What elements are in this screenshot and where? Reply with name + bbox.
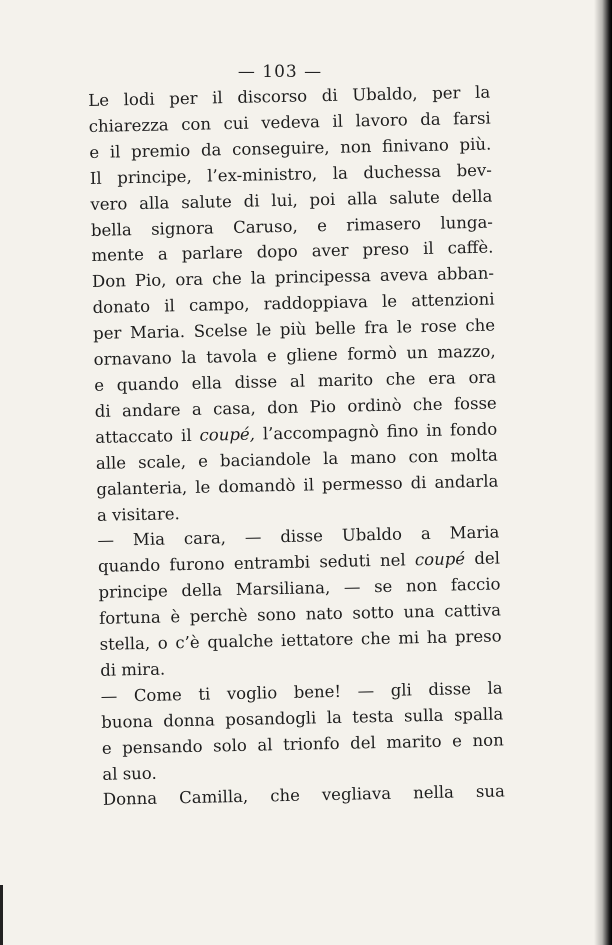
page-number: — 103 — xyxy=(237,62,323,82)
text-line: galanteria, le domandò il permesso di andarla xyxy=(96,471,499,499)
text-line: a visitare. xyxy=(96,503,180,525)
text-segment: quando furono entrambi seduti nel xyxy=(97,550,416,577)
text-line: Il principe, l’ex-ministro, la duchessa bev- xyxy=(89,160,493,188)
italic-word: coupé, xyxy=(199,424,256,445)
text-line: bella signora Caruso, e rimasero lunga- xyxy=(90,212,494,240)
text-line: di andare a casa, don Pio ordinò che fosse xyxy=(94,393,497,421)
binding-mark xyxy=(0,885,3,945)
text-line: mente a parlare dopo aver preso il caffè. xyxy=(91,237,494,266)
text-line: — Come ti voglio bene! — gli disse la xyxy=(100,678,503,706)
text-line: Le lodi per il discorso di Ubaldo, per la xyxy=(88,82,491,110)
text-line: e pensando solo al trionfo del marito e non xyxy=(101,730,504,758)
text-line: donato il campo, raddoppiava le attenzioni xyxy=(92,289,495,318)
text-line: alle scale, e baciandole la mano con molta xyxy=(95,445,498,473)
text-line: Donna Camilla, che vegliava nella sua xyxy=(102,781,506,810)
text-line: stella, o c’è qualche iettatore che mi ha preso xyxy=(99,626,502,654)
italic-word: coupé xyxy=(414,549,466,570)
text-line: vero alla salute di lui, poi alla salute della xyxy=(90,186,493,214)
text-line: chiarezza con cui vedeva il lavoro da farsi xyxy=(88,108,491,136)
text-line: e quando ella disse al marito che era ora xyxy=(94,367,497,395)
text-line: — Mia cara, — disse Ubaldo a Maria xyxy=(97,522,500,551)
text-segment: l’accompagnò fino in fondo xyxy=(254,419,498,444)
text-line: di mira. xyxy=(99,659,166,680)
text-line: ornavano la tavola e gliene formò un mazzo, xyxy=(93,341,496,370)
text-line: Don Pio, ora che la principessa aveva abban- xyxy=(91,263,495,292)
text-line: fortuna è perchè sono nato sotto una cattiva xyxy=(98,600,502,629)
page-edge-shadow xyxy=(594,0,612,945)
text-segment: del xyxy=(464,548,501,569)
text-segment: attaccato il xyxy=(95,425,200,447)
text-line: principe della Marsiliana, — se non faccio xyxy=(98,574,501,603)
text-line: per Maria. Scelse le più belle fra le rose che xyxy=(92,315,496,344)
text-line: e il premio da conseguire, non finivano più. xyxy=(89,134,492,162)
text-line: buona donna posandogli la testa sulla spalla xyxy=(101,704,504,732)
text-line: al suo. xyxy=(102,763,157,784)
body-text xyxy=(88,80,505,814)
